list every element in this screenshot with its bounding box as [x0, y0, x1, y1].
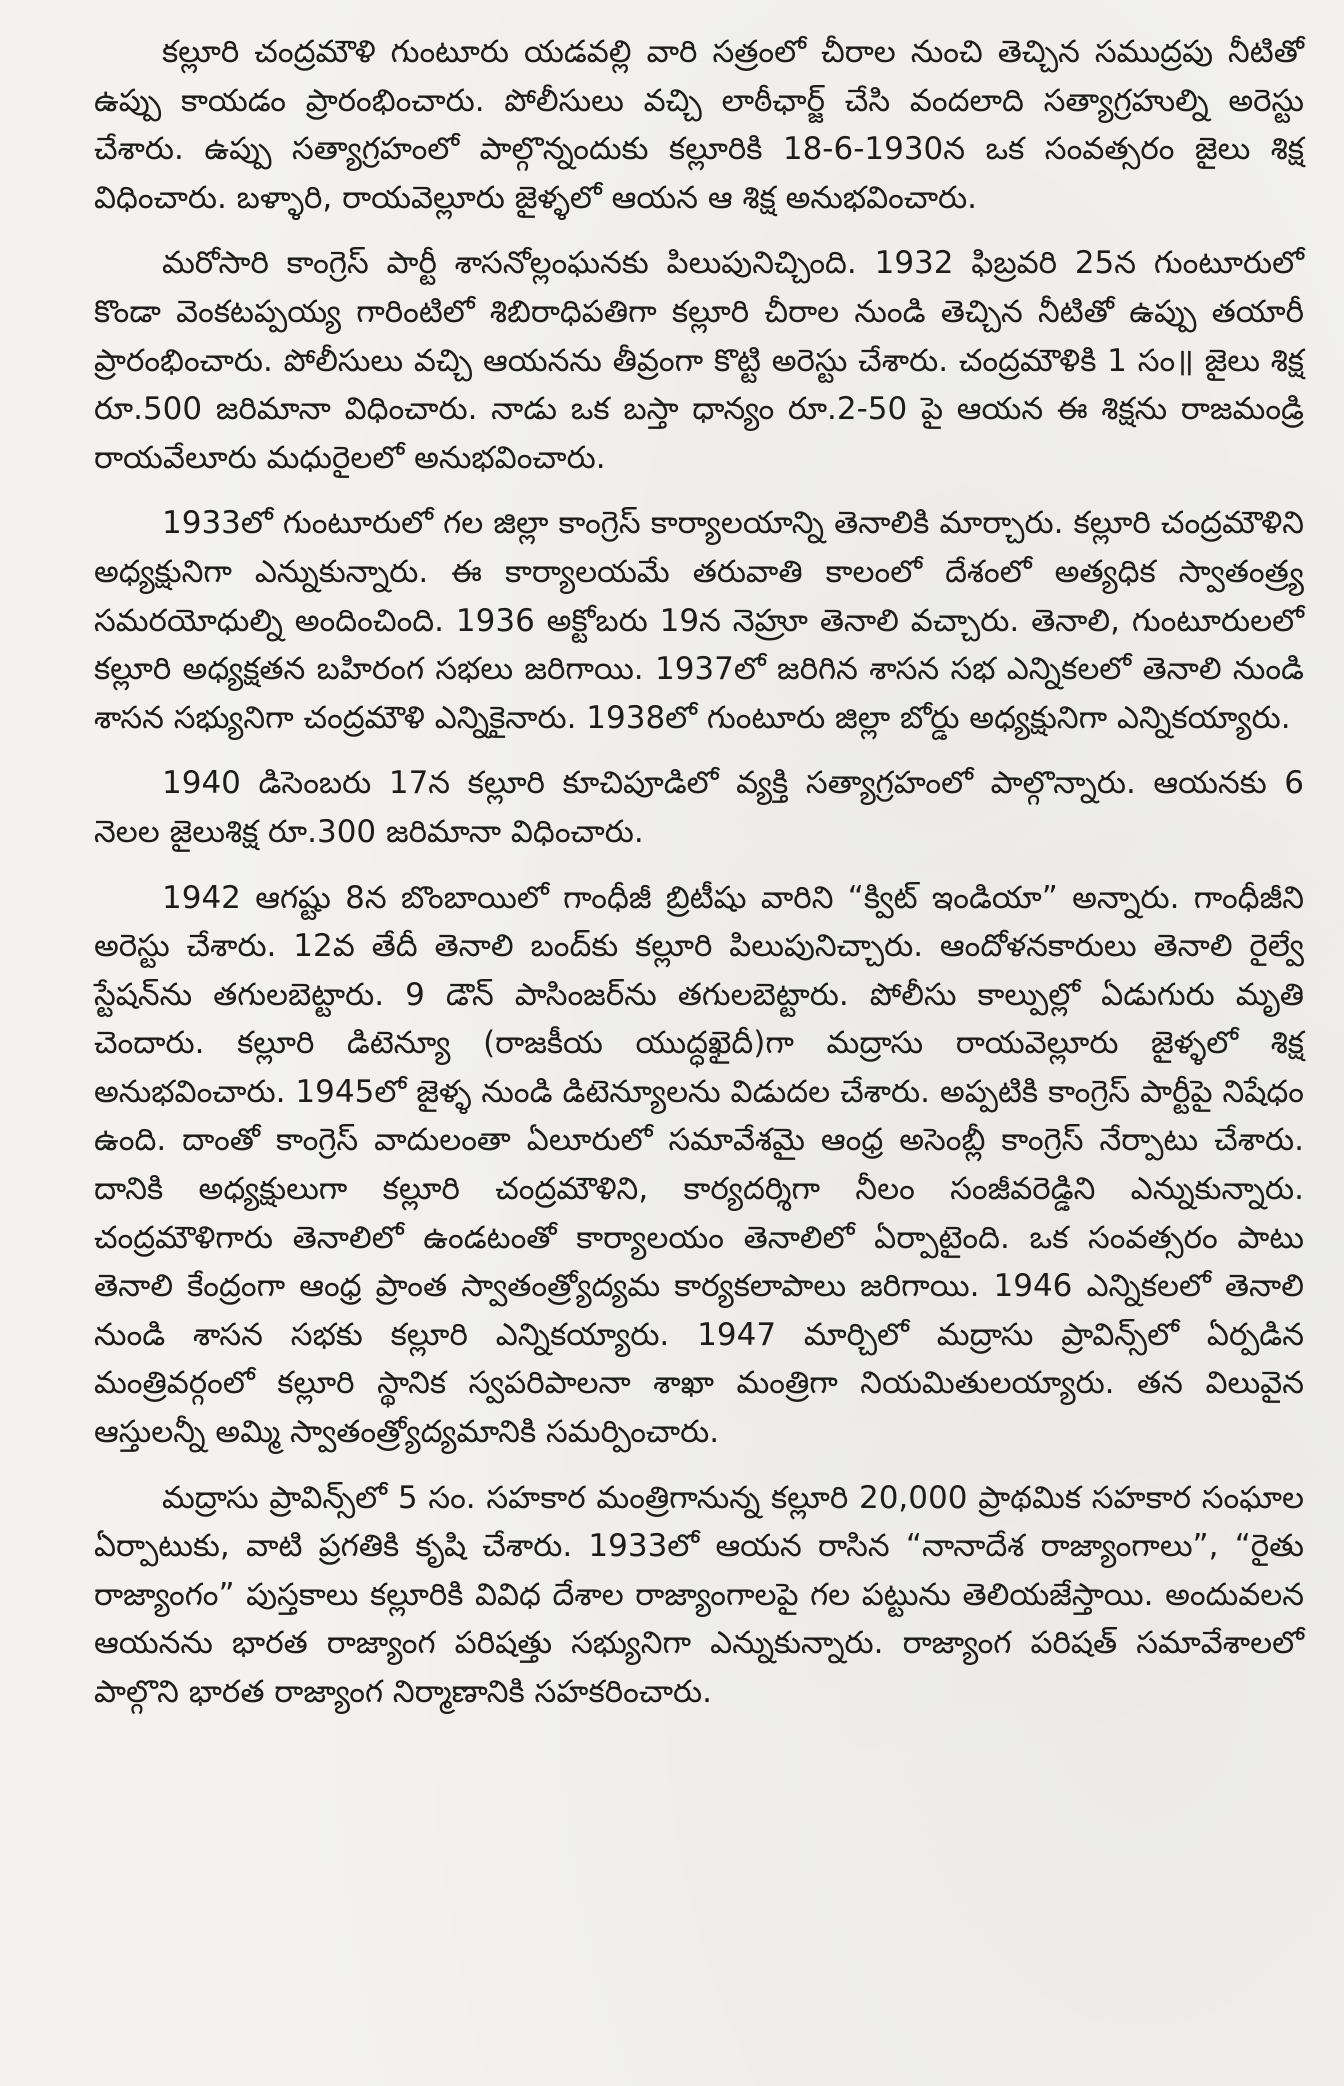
paragraph-cooperative-minister: మద్రాసు ప్రావిన్స్‌లో 5 సం. సహకార మంత్రిగానున్న కల్లూరి 20,000 ప్రాథమిక సహకార సంఘాల ఏర్పాటుకు, వాటి ప్రగతికి కృషి చేశారు. 1933లో ఆయన రాసిన “నానాదేశ రాజ్యాంగాలు”, “రైతు రాజ్యాంగం” పుస్తకాలు కల్లూరికి వివిధ దేశాల రాజ్యాంగాలపై గల పట్టును తెలియజేస్తాయి. అందువలన ఆయనను భారత రాజ్యాంగ పరిషత్తు సభ్యునిగా ఎన్నుకున్నారు. రాజ్యాంగ పరిషత్ సమావేశాలలో పాల్గొని భారత రాజ్యాంగ నిర్మాణానికి సహకరించారు. [94, 1479, 1304, 1710]
paragraph-quit-india-1942: 1942 ఆగష్టు 8న బొంబాయిలో గాంధీజీ బ్రిటీషు వారిని “క్విట్ ఇండియా” అన్నారు. గాంధీజీని అరెస్టు చేశారు. 12వ తేదీ తెనాలి బంద్‌కు కల్లూరి పిలుపునిచ్చారు. ఆందోళనకారులు తెనాలి రైల్వే స్టేషన్‌ను తగులబెట్టారు. 9 డౌన్ పాసింజర్‌ను తగులబెట్టారు. పోలీసు కాల్పుల్లో ఏడుగురు మృతి చెందారు. కల్లూరి డిటెన్యూ (రాజకీయ యుద్ధఖైదీ)గా మద్రాసు రాయవెల్లూరు జైళ్ళలో శిక్ష అనుభవించారు. 1945లో జైళ్ళ నుండి డిటెన్యూలను విడుదల చేశారు. అప్పటికి కాంగ్రెస్ పార్టీపై నిషేధం ఉంది. దాంతో కాంగ్రెస్ వాదులంతా ఏలూరులో సమావేశమై ఆంధ్ర అసెంబ్లీ కాంగ్రెస్ నేర్పాటు చేశారు. దానికి అధ్యక్షులుగా కల్లూరి చంద్రమౌళిని, కార్యదర్శిగా నీలం సంజీవరెడ్డిని ఎన్నుకున్నారు. చంద్రమౌళిగారు తెనాలిలో ఉండటంతో కార్యాలయం తెనాలిలో ఏర్పాటైంది. ఒక సంవత్సరం పాటు తెనాలి కేంద్రంగా ఆంధ్ర ప్రాంత స్వాతంత్ర్యోద్యమ కార్యకలాపాలు జరిగాయి. 1946 ఎన్నికలలో తెనాలి నుండి శాసన సభకు కల్లూరి ఎన్నికయ్యారు. 1947 మార్చిలో మద్రాసు ప్రావిన్స్‌లో ఏర్పడిన మంత్రివర్గంలో కల్లూరి స్థానిక స్వపరిపాలనా శాఖా మంత్రిగా నియమితులయ్యారు. తన విలువైన ఆస్తులన్నీ అమ్మి స్వాతంత్ర్యోద్యమానికి సమర్పించారు. [94, 879, 1304, 1451]
body-text [94, 28, 1304, 1717]
paragraph-tenali-congress-office: 1933లో గుంటూరులో గల జిల్లా కాంగ్రెస్ కార్యాలయాన్ని తెనాలికి మార్చారు. కల్లూరి చంద్రమౌళిని అధ్యక్షునిగా ఎన్నుకున్నారు. ఈ కార్యాలయమే తరువాతి కాలంలో దేశంలో అత్యధిక స్వాతంత్ర్య సమరయోధుల్ని అందించింది. 1936 అక్టోబరు 19న నెహ్రూ తెనాలి వచ్చారు. తెనాలి, గుంటూరులలో కల్లూరి అధ్యక్షతన బహిరంగ సభలు జరిగాయి. 1937లో జరిగిన శాసన సభ ఎన్నికలలో తెనాలి నుండి శాసన సభ్యునిగా చంద్రమౌళి ఎన్నికైనారు. 1938లో గుంటూరు జిల్లా బోర్డు అధ్యక్షునిగా ఎన్నికయ్యారు. [94, 505, 1304, 736]
paragraph-salt-satyagraha-1930: కల్లూరి చంద్రమౌళి గుంటూరు యడవల్లి వారి సత్రంలో చీరాల నుంచి తెచ్చిన సముద్రపు నీటితో ఉప్పు కాయడం ప్రారంభించారు. పోలీసులు వచ్చి లాఠీఛార్జ్ చేసి వందలాది సత్యాగ్రహుల్ని అరెస్టు చేశారు. ఉప్పు సత్యాగ్రహంలో పాల్గొన్నందుకు కల్లూరికి 18-6-1930న ఒక సంవత్సరం జైలు శిక్ష విధించారు. బళ్ళారి, రాయవెల్లూరు జైళ్ళలో ఆయన ఆ శిక్ష అనుభవించారు. [94, 34, 1304, 216]
paragraph-civil-disobedience-1932: మరోసారి కాంగ్రెస్ పార్టీ శాసనోల్లంఘనకు పిలుపునిచ్చింది. 1932 ఫిబ్రవరి 25న గుంటూరులో కొండా వెంకటప్పయ్య గారింటిలో శిబిరాధిపతిగా కల్లూరి చీరాల నుండి తెచ్చిన నీటితో ఉప్పు తయారీ ప్రారంభించారు. పోలీసులు వచ్చి ఆయనను తీవ్రంగా కొట్టి అరెస్టు చేశారు. చంద్రమౌళికి 1 సం॥ జైలు శిక్ష రూ.500 జరిమానా విధించారు. నాడు ఒక బస్తా ధాన్యం రూ.2-50 పై ఆయన ఈ శిక్షను రాజమండ్రి రాయవేలూరు మధురైలలో అనుభవించారు. [94, 245, 1304, 476]
paragraph-individual-satyagraha-1940: 1940 డిసెంబరు 17న కల్లూరి కూచిపూడిలో వ్యక్తి సత్యాగ్రహంలో పాల్గొన్నారు. ఆయనకు 6 నెలల జైలుశిక్ష రూ.300 జరిమానా విధించారు. [94, 765, 1304, 850]
